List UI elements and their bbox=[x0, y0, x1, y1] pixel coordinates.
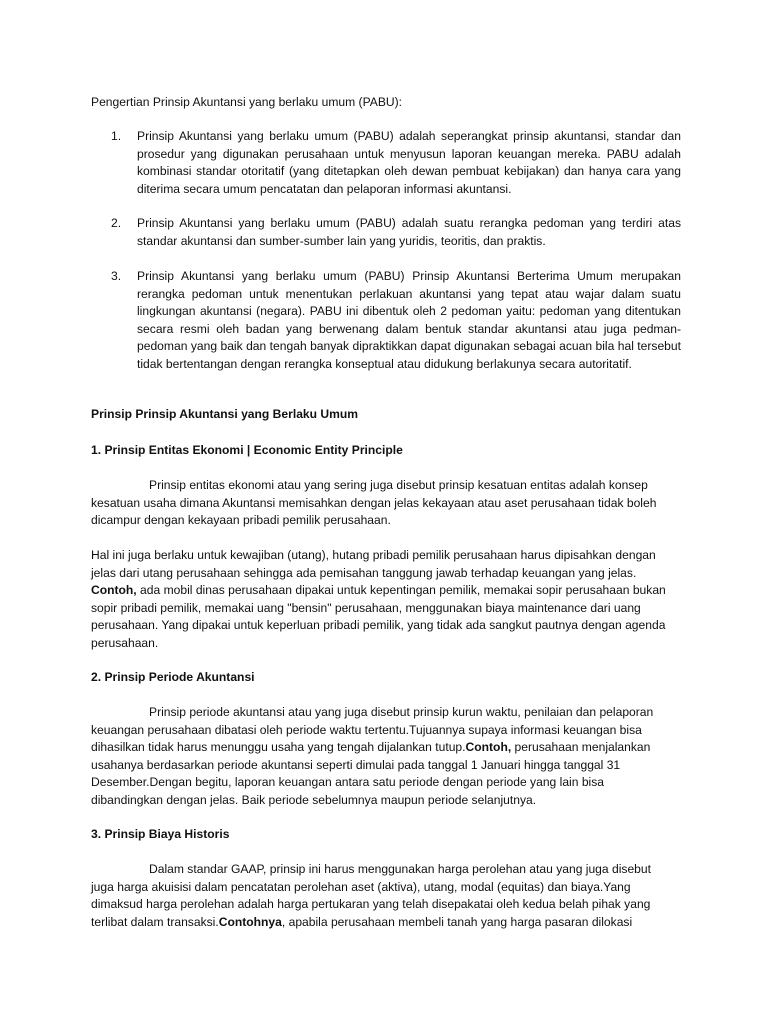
subsection-heading-1: 1. Prinsip Entitas Ekonomi | Economic Entity Principle bbox=[91, 443, 403, 457]
list-item bbox=[111, 215, 681, 250]
example-label: Contoh, bbox=[465, 740, 512, 755]
paragraph-text: perusahaan menjalankan usahanya berdasarkan periode akuntansi seperti dimulai pada tanggal 1 Januari hingga tanggal 31 Desember.Dengan begitu, laporan keuangan antara satu periode dengan periode yang lain bisa dibandingkan dengan jelas. Baik periode sebelumnya maupun periode selanjutnya. bbox=[91, 740, 651, 807]
paragraph bbox=[91, 704, 677, 810]
subsection-heading-2: 2. Prinsip Periode Akuntansi bbox=[91, 670, 255, 684]
subsection-heading-3: 3. Prinsip Biaya Historis bbox=[91, 827, 230, 841]
section-heading: Prinsip Prinsip Akuntansi yang Berlaku Umum bbox=[91, 407, 359, 421]
list-number: 2. bbox=[111, 216, 122, 230]
paragraph-text: , apabila perusahaan membeli tanah yang harga pasaran dilokasi bbox=[281, 914, 633, 929]
document-title: Pengertian Prinsip Akuntansi yang berlaku umum (PABU): bbox=[91, 95, 403, 109]
list-item bbox=[111, 128, 681, 198]
list-number: 1. bbox=[111, 129, 122, 143]
example-label: Contoh, bbox=[91, 583, 137, 598]
list-text: Prinsip Akuntansi yang berlaku umum (PABU) Prinsip Akuntansi Berterima Umum merupakan rerangka pedoman untuk menentukan perlakuan akuntansi yang tepat atau wajar dalam suatu lingkungan akuntansi (negara). PABU ini dibentuk oleh 2 pedoman yaitu: pedoman yang ditentukan secara resmi oleh badan yang berwenang dalam bentuk standar akuntansi atau juga pedman-pedoman yang baik dan tengah banyak dipraktikkan dapat digunakan sebagai acuan bila hal tersebut tidak bertentangan dengan rerangka konseptual atau didukung berlakunya secara autoritatif. bbox=[137, 269, 681, 371]
list-text: Prinsip Akuntansi yang berlaku umum (PABU) adalah suatu rerangka pedoman yang terdiri atas standar akuntansi dan sumber-sumber lain yang yuridis, teoritis, dan praktis. bbox=[137, 216, 681, 248]
paragraph-text: Hal ini juga berlaku untuk kewajiban (utang), hutang pribadi pemilik perusahaan harus dipisahkan dengan jelas dari utang perusahaan sehingga ada pemisahan tanggung jawab terhadap keuangan yang jelas. bbox=[91, 548, 656, 580]
paragraph bbox=[91, 547, 677, 653]
paragraph: Prinsip entitas ekonomi atau yang sering juga disebut prinsip kesatuan entitas adalah konsep kesatuan usaha dimana Akuntansi memisahkan dengan jelas kekayaan atau aset perusahaan tidak boleh dicampur dengan kekayaan pribadi pemilik perusahaan. bbox=[91, 478, 657, 528]
paragraph-text: ada mobil dinas perusahaan dipakai untuk kepentingan pemilik, memakai sopir perusahaan bukan sopir pribadi pemilik, memakai uang "bensin" perusahaan, menggunakan biaya maintenance dari uang perusahaan. Yang dipakai untuk keperluan pribadi pemilik, yang tidak ada sangkut pautnya dengan agenda perusahaan. bbox=[91, 583, 666, 650]
paragraph-text: Dalam standar GAAP, prinsip ini harus menggunakan harga perolehan atau yang juga disebut juga harga akuisisi dalam pencatatan perolehan aset (aktiva), utang, modal (equitas) dan biaya.Yang dimaksud harga perolehan adalah harga pertukaran yang telah disepakatai oleh kedua belah pihak yang terlibat dalam transaksi. bbox=[91, 862, 651, 929]
list-item bbox=[111, 268, 681, 374]
example-label: Contohnya bbox=[218, 914, 282, 929]
list-number: 3. bbox=[111, 269, 122, 283]
list-text: Prinsip Akuntansi yang berlaku umum (PABU) adalah seperangkat prinsip akuntansi, standar dan prosedur yang digunakan perusahaan untuk menyusun laporan keuangan mereka. PABU adalah kombinasi standar otoritatif (yang ditetapkan oleh dewan pembuat kebijakan) dan hanya cara yang diterima secara umum pencatatan dan pelaporan informasi akuntansi. bbox=[137, 129, 681, 196]
paragraph bbox=[91, 861, 677, 931]
paragraph-text: Prinsip periode akuntansi atau yang juga disebut prinsip kurun waktu, penilaian dan pelaporan keuangan perusahaan dibatasi oleh periode waktu tertentu.Tujuannya supaya informasi keuangan bisa dihasilkan tidak harus menunggu usaha yang tengah dijalankan tutup. bbox=[91, 705, 654, 755]
